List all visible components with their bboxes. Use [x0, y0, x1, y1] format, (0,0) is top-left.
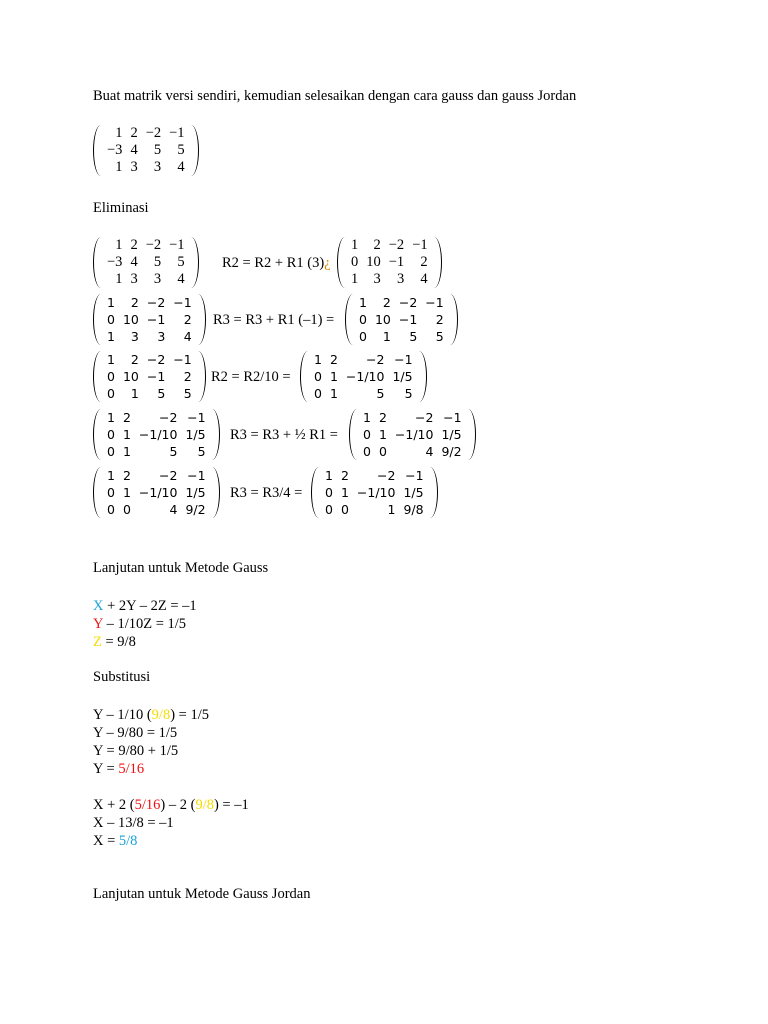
matrix-cell: 0 [359, 312, 367, 327]
matrix-cell: 0 [107, 444, 115, 459]
matrix-cell: −2 [366, 352, 385, 367]
equation-1 [93, 597, 197, 615]
matrix-row [103, 385, 196, 402]
matrix-cell: 0 [107, 369, 115, 384]
bracket-left [93, 467, 101, 518]
bracket-left [93, 351, 101, 402]
matrix-cell: 5 [197, 444, 206, 459]
matrix-cell: 1 [107, 468, 115, 483]
var-z: Z [93, 634, 102, 650]
bracket-right [191, 125, 199, 176]
matrix-cell: 1 [363, 410, 371, 425]
matrix-cell: 5 [169, 444, 178, 459]
matrix-cell: −2 [388, 237, 405, 253]
matrix-cell: 4 [177, 159, 185, 175]
matrix-cell: −2 [415, 410, 434, 425]
matrix-cell: −2 [377, 468, 396, 483]
sub-x-line-1-e: ) = –1 [213, 797, 249, 813]
matrix-cell: 0 [351, 254, 359, 270]
matrix-cell: −1 [187, 410, 206, 425]
matrix-cell: 2 [130, 125, 138, 141]
step-1-input-matrix [93, 237, 199, 288]
matrix-row [103, 467, 210, 484]
matrix-cell: 1 [122, 485, 131, 500]
matrix-cell: 2 [122, 468, 131, 483]
matrix-cell: −2 [146, 352, 166, 367]
gauss-jordan-heading: Lanjutan untuk Metode Gauss Jordan [93, 886, 311, 902]
matrix-cell: −1/10 [138, 427, 178, 442]
step-5-operation [230, 485, 302, 502]
sub-y-line-1-c: ) = 1/5 [170, 707, 209, 723]
matrix-row [355, 328, 448, 345]
matrix-cell: 2 [130, 352, 139, 367]
matrix-cell: 1 [115, 237, 123, 253]
sub-x-line-2: X – 13/8 = –1 [93, 815, 174, 831]
matrix-cell: −1 [388, 254, 405, 270]
matrix-cell: 2 [378, 410, 387, 425]
matrix-row [103, 443, 210, 460]
bracket-left [337, 237, 345, 288]
matrix-cell: −1 [394, 352, 413, 367]
operation-text: R2 = R2 + R1 (3) [222, 255, 325, 271]
matrix-row [310, 385, 417, 402]
matrix-cell: 1 [314, 352, 322, 367]
matrix-cell: 3 [153, 159, 162, 175]
matrix-cell: 0 [363, 444, 371, 459]
matrix-cell: 2 [183, 312, 192, 327]
sub-x-line-3-a: X = [93, 833, 119, 849]
matrix-cell: −2 [146, 295, 166, 310]
matrix-cell: 2 [130, 295, 139, 310]
sub-y-line-1-a: Y – 1/10 ( [93, 707, 152, 723]
matrix-cell: 1 [115, 271, 123, 287]
matrix-cell: 2 [420, 254, 428, 270]
step-4-operation [230, 427, 338, 444]
bracket-right [198, 294, 206, 345]
y-result: 5/16 [118, 761, 145, 777]
bracket-right [450, 294, 458, 345]
operation-text: R3 = R3 + R1 (–1) = [213, 312, 335, 328]
matrix-cell: 4 [130, 142, 138, 158]
matrix-row [103, 426, 210, 443]
matrix-cell: −1 [425, 295, 444, 310]
x-result: 5/8 [118, 833, 138, 849]
matrix-cell: 10 [374, 312, 391, 327]
equation-2-rest: – 1/10Z = 1/5 [102, 616, 187, 632]
matrix-cell: −3 [107, 254, 123, 270]
matrix-cell: −1 [173, 295, 192, 310]
bracket-right [468, 409, 476, 460]
matrix-cell: 5 [376, 386, 385, 401]
matrix-cell: 1 [130, 386, 139, 401]
matrix-cell: 5 [153, 254, 162, 270]
matrix-cell: 1 [122, 427, 131, 442]
matrix-row [103, 254, 189, 271]
bracket-left [93, 125, 101, 176]
matrix-row [103, 311, 196, 328]
glyph-marker: ¿ [324, 255, 331, 271]
matrix-row [347, 237, 432, 254]
matrix-cell: 0 [314, 369, 322, 384]
sub-x-line-1-a: X + 2 ( [93, 797, 135, 813]
var-y: Y [93, 616, 103, 632]
var-x: X [93, 598, 104, 614]
intro-text: Buat matrik versi sendiri, kemudian selesaikan dengan cara gauss dan gauss Jordan [93, 88, 577, 104]
matrix-cell: −1 [412, 237, 428, 253]
matrix-row [103, 501, 210, 518]
matrix-row [355, 311, 448, 328]
matrix-cell: −2 [159, 468, 178, 483]
matrix-row [103, 159, 189, 176]
step-3-input-matrix [93, 351, 206, 402]
matrix-cell: −1 [405, 468, 424, 483]
matrix-cell: 2 [122, 410, 131, 425]
matrix-cell: 2 [435, 312, 444, 327]
matrix-cell: 0 [325, 485, 333, 500]
matrix-cell: 1 [382, 329, 391, 344]
bracket-right [212, 409, 220, 460]
matrix-cell: 2 [382, 295, 391, 310]
operation-text: R3 = R3 + ½ R1 = [230, 427, 338, 443]
matrix-cell: −1/10 [345, 369, 385, 384]
matrix-cell: −2 [145, 125, 162, 141]
step-4-result-matrix [349, 409, 476, 460]
step-3-operation [211, 369, 291, 386]
matrix-row [359, 426, 466, 443]
matrix-cell: 3 [130, 271, 138, 287]
matrix-cell: 0 [107, 427, 115, 442]
matrix-cell: 1/5 [403, 485, 424, 500]
matrix-cell: 2 [373, 237, 381, 253]
matrix-cell: 0 [363, 427, 371, 442]
bracket-right [434, 237, 442, 288]
bracket-right [419, 351, 427, 402]
matrix-cell: −1 [146, 369, 166, 384]
matrix-cell: 3 [130, 329, 139, 344]
matrix-cell: 1/5 [185, 485, 206, 500]
matrix-cell: −1 [146, 312, 166, 327]
matrix-cell: 4 [425, 444, 434, 459]
matrix-cell: 1 [107, 352, 115, 367]
step-2-operation [213, 312, 334, 329]
matrix-cell: 4 [420, 271, 428, 287]
operation-text: R2 = R2/10 = [211, 369, 291, 385]
matrix-row [103, 368, 196, 385]
matrix-cell: 0 [107, 502, 115, 517]
substitusi-heading: Substitusi [93, 669, 151, 685]
matrix-cell: 1 [329, 369, 338, 384]
matrix-row [103, 271, 189, 288]
sub-y-line-4 [93, 760, 144, 778]
matrix-cell: 10 [122, 369, 139, 384]
matrix-cell: 0 [340, 502, 349, 517]
matrix-cell: 1 [340, 485, 349, 500]
bracket-left [345, 294, 353, 345]
matrix-row [347, 271, 432, 288]
matrix-cell: 4 [169, 502, 178, 517]
matrix-row [103, 351, 196, 368]
matrix-cell: −1 [398, 312, 418, 327]
step-2-result-matrix [345, 294, 458, 345]
matrix-cell: 5 [404, 386, 413, 401]
matrix-cell: 0 [107, 312, 115, 327]
bracket-left [300, 351, 308, 402]
matrix-row [321, 484, 428, 501]
step-3-result-matrix [300, 351, 427, 402]
sub-y-line-2: Y – 9/80 = 1/5 [93, 725, 178, 741]
matrix-cell: 4 [183, 329, 192, 344]
matrix-cell: 3 [157, 329, 166, 344]
matrix-row [103, 125, 189, 142]
matrix-row [321, 501, 428, 518]
equation-2 [93, 615, 186, 633]
matrix-row [310, 351, 417, 368]
matrix-cell: 1 [378, 427, 387, 442]
bracket-left [311, 467, 319, 518]
matrix-cell: −2 [159, 410, 178, 425]
matrix-cell: 2 [130, 237, 138, 253]
sub-y-line-3: Y = 9/80 + 1/5 [93, 743, 179, 759]
matrix-cell: 0 [359, 329, 367, 344]
matrix-cell: −1 [169, 237, 185, 253]
matrix-cell: 1/5 [441, 427, 462, 442]
matrix-row [103, 409, 210, 426]
matrix-cell: 1 [107, 295, 115, 310]
matrix-cell: 1 [107, 329, 115, 344]
matrix-cell: −1/10 [138, 485, 178, 500]
bracket-left [349, 409, 357, 460]
matrix-cell: −1/10 [356, 485, 396, 500]
matrix-row [103, 237, 189, 254]
step-1-operation [222, 255, 331, 272]
bracket-right [430, 467, 438, 518]
z-value-2: 9/8 [195, 797, 214, 813]
sub-x-line-3 [93, 832, 137, 850]
z-value: 9/8 [151, 707, 171, 723]
matrix-cell: 10 [366, 254, 381, 270]
matrix-cell: 5 [153, 142, 162, 158]
matrix-cell: −2 [145, 237, 162, 253]
matrix-cell: 10 [122, 312, 139, 327]
matrix-cell: 0 [122, 502, 131, 517]
matrix-cell: 1 [122, 444, 131, 459]
equation-3 [93, 633, 136, 651]
matrix-row [355, 294, 448, 311]
matrix-cell: 0 [325, 502, 333, 517]
matrix-cell: 1 [107, 410, 115, 425]
matrix-cell: 1 [325, 468, 333, 483]
matrix-cell: −1 [443, 410, 462, 425]
matrix-cell: 0 [378, 444, 387, 459]
matrix-cell: 9/2 [185, 502, 206, 517]
equation-1-rest: + 2Y – 2Z = –1 [103, 598, 197, 614]
matrix-cell: 2 [329, 352, 338, 367]
sub-x-line-1 [93, 796, 249, 814]
matrix-cell: 9/8 [403, 502, 424, 517]
matrix-cell: 3 [130, 159, 138, 175]
bracket-right [212, 467, 220, 518]
step-1-result-matrix [337, 237, 442, 288]
matrix-cell: 5 [409, 329, 418, 344]
matrix-cell: 1 [351, 237, 359, 253]
equation-3-rest: = 9/8 [101, 634, 136, 650]
matrix-cell: 5 [435, 329, 444, 344]
bracket-left [93, 294, 101, 345]
matrix-cell: 0 [107, 386, 115, 401]
step-5-input-matrix [93, 467, 220, 518]
matrix-row [103, 328, 196, 345]
matrix-cell: 2 [183, 369, 192, 384]
matrix-cell: 5 [183, 386, 192, 401]
matrix-row [103, 484, 210, 501]
matrix-cell: 4 [130, 254, 138, 270]
step-4-input-matrix [93, 409, 220, 460]
matrix-cell: 0 [314, 386, 322, 401]
matrix-cell: 1 [115, 125, 123, 141]
sub-x-line-1-c: ) – 2 ( [160, 797, 196, 813]
matrix-cell: 1 [329, 386, 338, 401]
matrix-cell: −1/10 [394, 427, 434, 442]
matrix-row [321, 467, 428, 484]
gauss-heading: Lanjutan untuk Metode Gauss [93, 560, 269, 576]
matrix-cell: 3 [373, 271, 381, 287]
matrix-cell: 5 [177, 142, 185, 158]
matrix-cell: 1/5 [392, 369, 413, 384]
matrix-cell: 9/2 [441, 444, 462, 459]
matrix-cell: 1 [387, 502, 396, 517]
matrix-cell: 4 [177, 271, 185, 287]
y-value: 5/16 [134, 797, 161, 813]
matrix-row [359, 409, 466, 426]
initial-matrix [93, 125, 199, 176]
matrix-cell: −1 [169, 125, 185, 141]
matrix-cell: −2 [398, 295, 418, 310]
matrix-cell: 3 [153, 271, 162, 287]
bracket-left [93, 237, 101, 288]
matrix-row [103, 142, 189, 159]
matrix-row [103, 294, 196, 311]
matrix-cell: 1 [351, 271, 359, 287]
sub-y-line-4-a: Y = [93, 761, 119, 777]
matrix-cell: 5 [157, 386, 166, 401]
matrix-cell: 3 [396, 271, 405, 287]
matrix-row [347, 254, 432, 271]
step-2-input-matrix [93, 294, 206, 345]
bracket-right [198, 351, 206, 402]
bracket-right [191, 237, 199, 288]
matrix-cell: 1/5 [185, 427, 206, 442]
sub-y-line-1 [93, 706, 209, 724]
operation-text: R3 = R3/4 = [230, 485, 303, 501]
matrix-cell: −3 [107, 142, 123, 158]
step-5-result-matrix [311, 467, 438, 518]
matrix-cell: 0 [107, 485, 115, 500]
matrix-cell: 5 [177, 254, 185, 270]
matrix-row [310, 368, 417, 385]
matrix-cell: 1 [115, 159, 123, 175]
bracket-left [93, 409, 101, 460]
matrix-row [359, 443, 466, 460]
matrix-cell: 1 [359, 295, 367, 310]
matrix-cell: 2 [340, 468, 349, 483]
matrix-cell: −1 [187, 468, 206, 483]
eliminasi-heading: Eliminasi [93, 200, 149, 216]
matrix-cell: −1 [173, 352, 192, 367]
